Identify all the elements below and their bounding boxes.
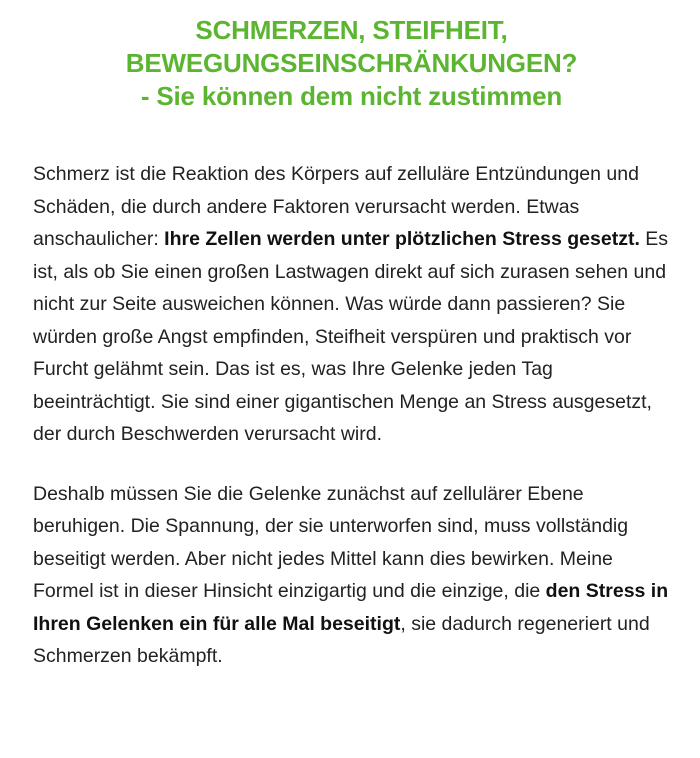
- paragraph-2-bold: den Stress in Ihren Gelenken ein für alle Mal beseitigt: [33, 580, 669, 635]
- paragraph-1: [33, 158, 670, 451]
- headline: [33, 14, 670, 113]
- paragraph-2-text-b: , sie dadurch regeneriert und Schmerzen bekämpft.: [33, 612, 650, 667]
- headline-line-3: - Sie können dem nicht zustimmen: [140, 81, 563, 111]
- paragraph-1-text-a: Schmerz ist die Reaktion des Körpers auf zelluläre Entzündungen und Schäden, die durch andere Faktoren verursacht werden. Etwas anschaulicher:: [33, 163, 639, 250]
- paragraph-1-text-b: Es ist, als ob Sie einen großen Lastwagen direkt auf sich zurasen sehen und nicht zur Seite ausweichen können. Was würde dann passieren? Sie würden große Angst empfinden, Steifheit verspüren und praktisch vor Furcht gelähmt sein. Das ist es, was Ihre Gelenke jeden Tag beeinträchtigt. Sie sind einer gigantischen Menge an Stress ausgesetzt, der durch Beschwerden verursacht wird.: [33, 228, 669, 445]
- headline-line-1: SCHMERZEN, STEIFHEIT,: [195, 15, 508, 45]
- paragraph-1-bold: Ihre Zellen werden unter plötzlichen Stress gesetzt.: [164, 228, 640, 250]
- paragraph-2: [33, 478, 670, 673]
- headline-line-2: BEWEGUNGSEINSCHRÄNKUNGEN?: [125, 48, 578, 78]
- paragraph-2-text-a: Deshalb müssen Sie die Gelenke zunächst auf zellulärer Ebene beruhigen. Die Spannung, der sie unterworfen sind, muss vollständig beseitigt werden. Aber nicht jedes Mittel kann dies bewirken. Meine Formel ist in dieser Hinsicht einzigartig und die einzige, die: [33, 482, 629, 602]
